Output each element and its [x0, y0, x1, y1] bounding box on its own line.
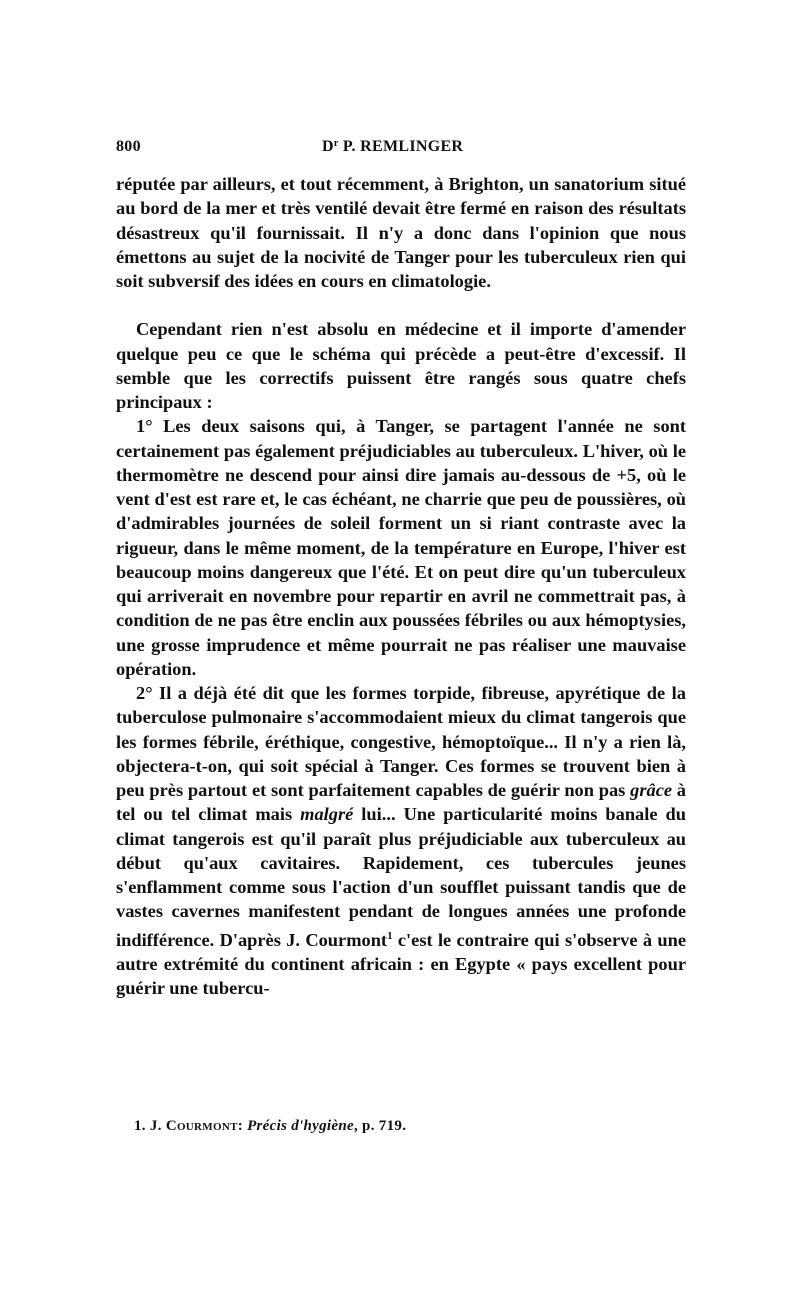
footnote-page: , p. 719.: [353, 1118, 407, 1134]
page: [116, 130, 686, 1000]
footnote-number: 1.: [134, 1118, 146, 1134]
paragraph-3: 1° Les deux saisons qui, à Tanger, se partagent l'année ne sont certainement pas également préjudiciables au tuberculeux. L'hiver, où le thermomètre ne descend pour ainsi dire jamais au-dessous de +5, où le vent d'est est rare et, le cas échéant, ne charrie que peu de poussières, où d'admirables journées de soleil forment un si riant contraste avec la rigueur, dans le même moment, de la température en Europe, l'hiver est beaucoup moins dangereux que l'été. Et on peut dire qu'un tuberculeux qui arriverait en novembre pour repartir en avril ne commettrait pas, à condition de ne pas être enclin aux poussées fébriles ou aux hémoptysies, une grosse imprudence et même pourrait ne pas réaliser une mauvaise opération.: [116, 416, 686, 679]
paragraph-4-grace: grâce: [630, 780, 673, 800]
author-sup: r: [333, 138, 339, 149]
page-number: 800: [116, 138, 141, 155]
author-prefix: D: [322, 138, 334, 155]
footnote-title: Précis d'hygiène: [247, 1118, 354, 1134]
body-text: [116, 172, 686, 1000]
paragraph-4-part-c: lui... Une particularité moins banale du climat tangerois est qu'il paraît plus préjudiciable aux tuberculeux au début qu'aux cavitaires. Rapidement, ces tubercules jeunes s'enflamment comme sous l'action d'un soufflet puissant tandis que de vastes cavernes manifestent pendant de longues années une profonde indifférence. D'après J. Courmont: [116, 804, 687, 950]
paragraph-4-part-d: c'est le contraire qui s'observe à une autre extrémité du continent africain : en Egypte « pays excellent pour guérir une tubercu-: [116, 929, 686, 999]
running-head-author: [322, 138, 463, 156]
paragraph-4: [116, 681, 686, 1000]
paragraph-1: réputée par ailleurs, et tout récemment, à Brighton, un sanatorium situé au bord de la mer et très ventilé devait être fermé en raison des résultats désastreux qu'il fournissait. Il n'y a donc dans l'opinion que nous émettons au sujet de la nocivité de Tanger pour les tuberculeux rien qui soit subversif des idées en cours en climatologie.: [116, 174, 686, 291]
paragraph-4-part-b: à tel ou tel climat mais: [116, 780, 686, 825]
footnote-author: J. Courmont: [149, 1118, 238, 1134]
footnote: [134, 1118, 406, 1135]
paragraph-4-malgre: malgré: [300, 804, 354, 825]
footnote-separator: :: [237, 1118, 248, 1134]
paragraph-4-part-a: 2° Il a déjà été dit que les formes torpide, fibreuse, apyrétique de la tuberculose pulmonaire s'accommodaient mieux du climat tangerois que les formes fébrile, éréthique, congestive, hémoptoïque... Il n'y a rien là, objectera-t-on, qui soit spécial à Tanger. Ces formes se trouvent bien à peu près partout et sont parfaitement capables de guérir non pas: [116, 683, 686, 800]
paragraph-2: Cependant rien n'est absolu en médecine et il importe d'amender quelque peu ce que le schéma qui précède a peut-être d'excessif. Il semble que les correctifs puissent être rangés sous quatre chefs principaux :: [116, 319, 686, 412]
author-name: P. REMLINGER: [338, 138, 464, 155]
running-head: [116, 130, 686, 160]
footnote-reference: 1: [387, 929, 393, 942]
